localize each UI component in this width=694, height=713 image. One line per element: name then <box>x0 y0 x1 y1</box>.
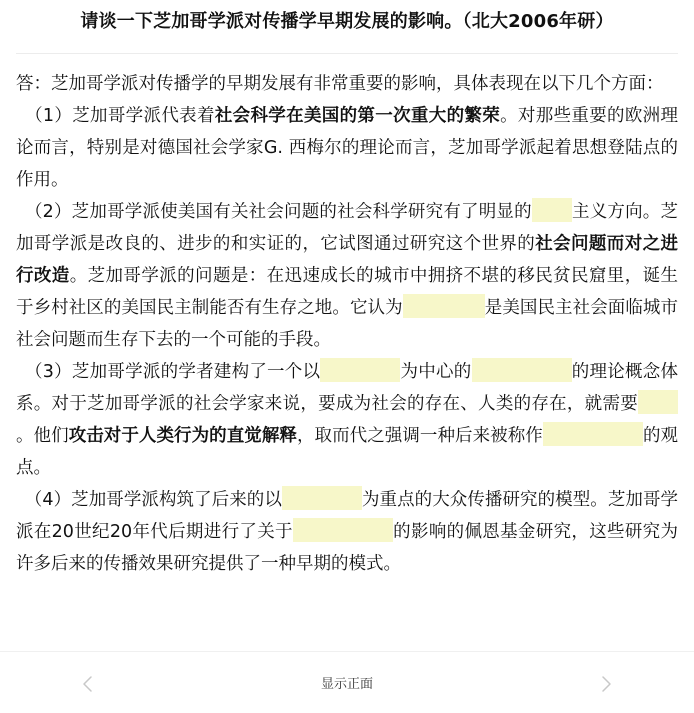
point-3-text-f: ，取而代之强调一种后来被称作 <box>297 426 543 446</box>
point-2-text-a: （2）芝加哥学派使美国有关社会问题的社会科学研究有了明显的 <box>24 202 532 222</box>
point-2-emphasis: 社会问题而对之进行改造 <box>16 234 679 286</box>
chevron-left-icon <box>78 670 98 698</box>
point-2-text-b: 主义方向。芝加哥学派是改良的、进步的和实证的，它试图通过研究这个世界的 <box>16 202 678 254</box>
cloze-blank-4[interactable] <box>472 358 572 382</box>
point-3-text-b: 为中心的 <box>400 362 472 382</box>
cloze-blank-5[interactable] <box>638 390 678 414</box>
cloze-blank-6[interactable] <box>543 422 643 446</box>
point-3-text-g: 的观点。 <box>16 426 678 478</box>
answer-point-2 <box>16 196 678 356</box>
footer-divider <box>0 651 694 652</box>
cloze-blank-7[interactable] <box>282 486 362 510</box>
card-footer <box>0 660 694 708</box>
title-divider <box>16 53 678 54</box>
point-2-text-d: 。芝加哥学派的问题是：在迅速成长的城市中拥挤不堪的移民贫民窟里，诞生于乡村社区的美国民主制能否有生存之地。它认为 <box>16 266 679 318</box>
cloze-blank-3[interactable] <box>320 358 400 382</box>
point-3-text-c: 的理论概念体系。对于芝加哥学派的社会学家来说，要成为社会的存在、人类的存在，就需要 <box>16 362 679 414</box>
answer-point-4 <box>16 484 678 580</box>
answer-point-1 <box>16 100 678 196</box>
point-4-text-a: （4）芝加哥学派构筑了后来的以 <box>24 490 282 510</box>
cloze-blank-8[interactable] <box>293 518 393 542</box>
point-3-emphasis: 攻击对于人类行为的直觉解释 <box>68 426 297 446</box>
point-1-text-a: （1）芝加哥学派代表着 <box>24 106 215 126</box>
answer-point-3 <box>16 356 678 484</box>
cloze-blank-1[interactable] <box>532 198 572 222</box>
chevron-right-icon <box>596 670 616 698</box>
point-3-text-a: （3）芝加哥学派的学者建构了一个以 <box>24 362 321 382</box>
show-front-button[interactable]: 显示正面 <box>320 677 373 692</box>
answer-content <box>16 68 678 580</box>
cloze-blank-2[interactable] <box>403 294 485 318</box>
previous-card-button[interactable] <box>78 670 98 698</box>
point-1-text-c: 。对那些重要的欧洲理论而言，特别是对德国社会学家G. 西梅尔的理论而言，芝加哥学派起着思想登陆点的作用。 <box>16 106 679 190</box>
next-card-button[interactable] <box>596 670 616 698</box>
point-1-emphasis: 社会科学在美国的第一次重大的繁荣 <box>214 106 501 126</box>
point-2-text-e: 是美国民主社会面临城市社会问题而生存下去的一个可能的手段。 <box>16 298 679 350</box>
point-3-text-d: 。他们 <box>16 426 69 446</box>
answer-intro-text: 答：芝加哥学派对传播学的早期发展有非常重要的影响，具体表现在以下几个方面： <box>16 74 664 94</box>
answer-intro <box>16 68 678 100</box>
point-4-text-b: 为重点的大众传播研究的模型。芝加哥学派在20世纪20年代后期进行了关于 <box>16 490 679 542</box>
point-4-text-c: 的影响的佩恩基金研究，这些研究为许多后来的传播效果研究提供了一种早期的模式。 <box>16 522 678 574</box>
question-title: 请谈一下芝加哥学派对传播学早期发展的影响。（北大2006年研） <box>80 11 614 32</box>
